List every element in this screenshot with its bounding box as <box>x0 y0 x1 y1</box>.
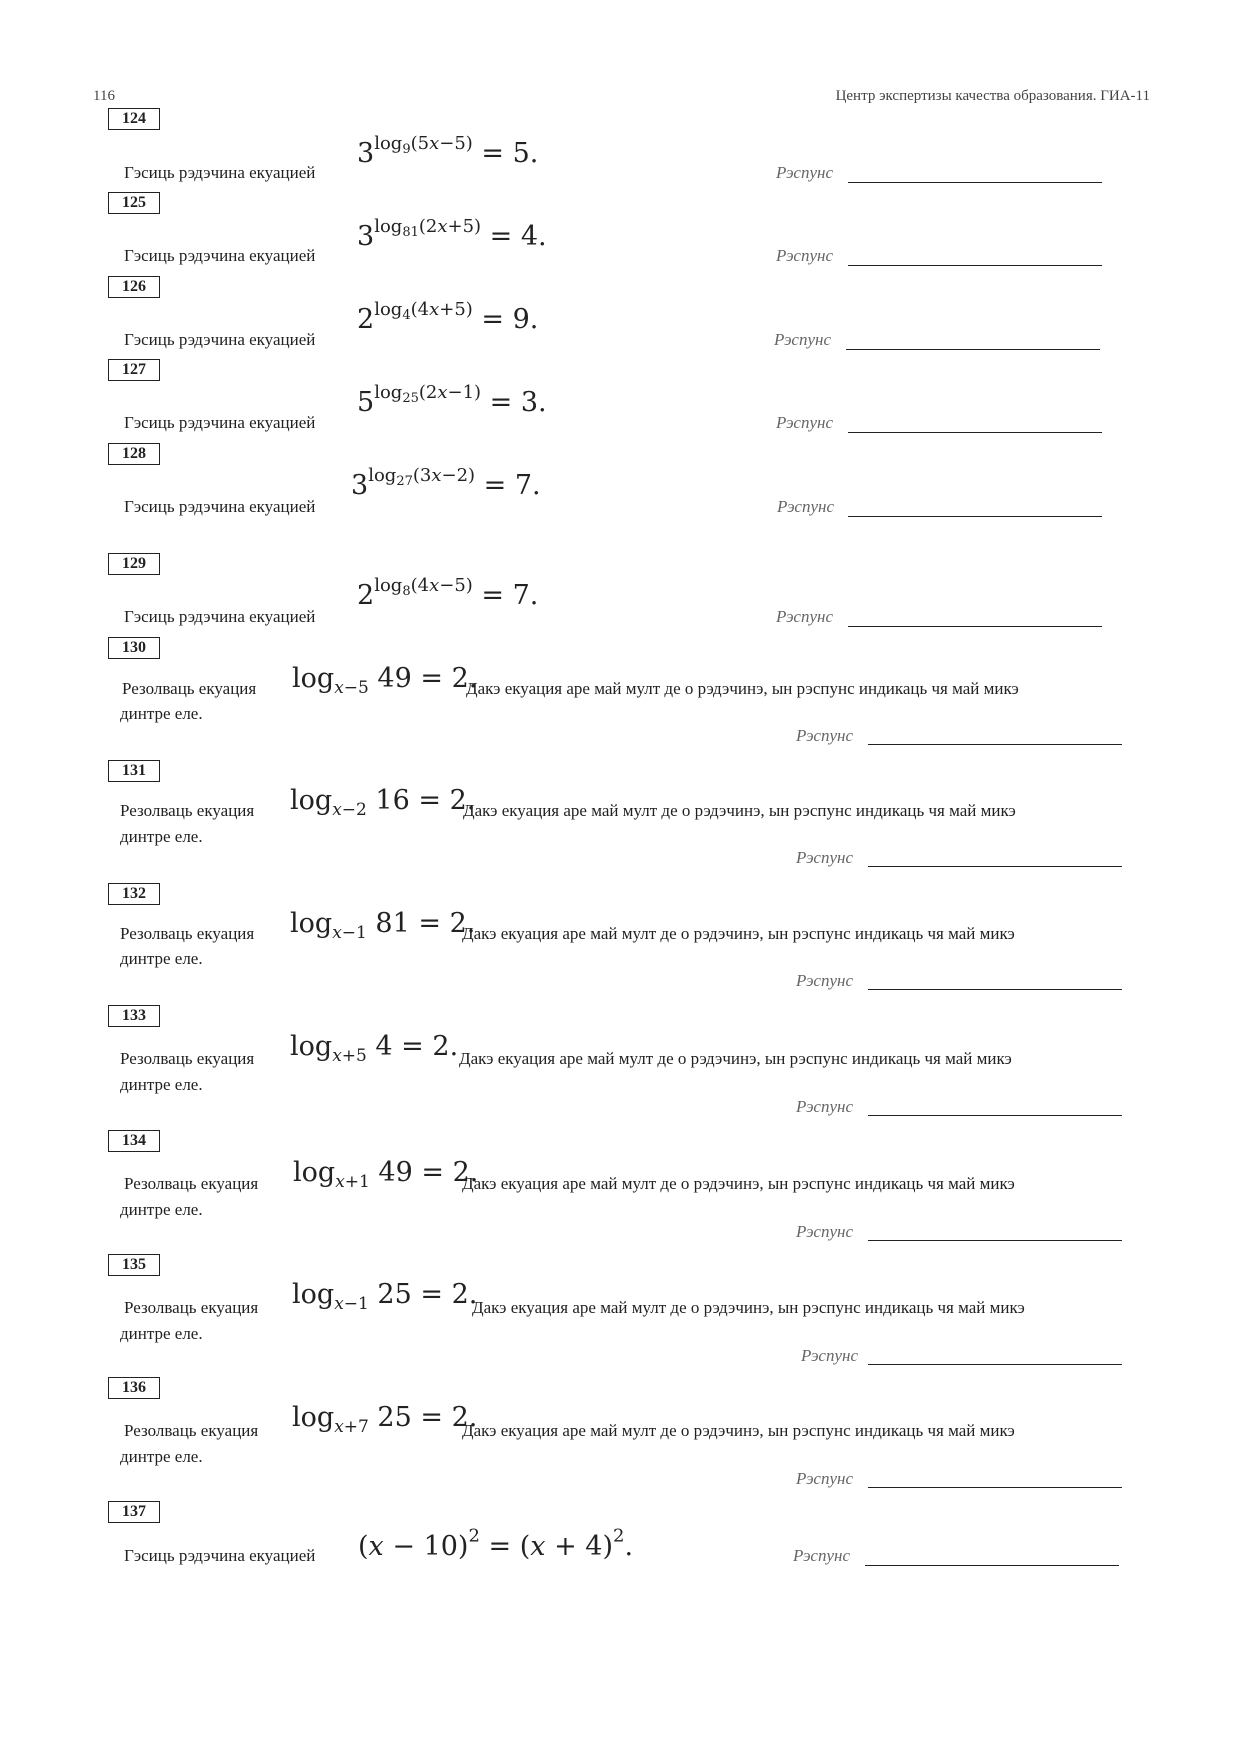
task-instruction-continued: динтре еле. <box>120 1324 203 1343</box>
equation: $\log_{x-2} 16 = 2$. <box>290 785 476 820</box>
task-prompt: Резолваць екуация <box>124 1174 259 1193</box>
task-prompt: Резолваць екуация <box>120 924 255 943</box>
answer-label: Рэспунс <box>796 726 853 745</box>
answer-field[interactable] <box>868 1240 1122 1241</box>
answer-field[interactable] <box>868 989 1122 990</box>
task-instruction: Дакэ екуация аре май мулт де о рэдэчинэ, ын рэспунс индикаць чя май микэ <box>462 924 1015 943</box>
answer-field[interactable] <box>865 1565 1119 1566</box>
task-instruction: Дакэ екуация аре май мулт де о рэдэчинэ, ын рэспунс индикаць чя май микэ <box>459 1049 1012 1068</box>
task-prompt: Гэсиць рэдэчина екуацией <box>124 413 316 432</box>
task-prompt: Резолваць екуация <box>124 1421 259 1440</box>
answer-field[interactable] <box>868 1364 1122 1365</box>
task-instruction: Дакэ екуация аре май мулт де о рэдэчинэ, ын рэспунс индикаць чя май микэ <box>463 801 1016 820</box>
equation: $2^{log_8(4x-5)} = 7$. <box>357 574 539 611</box>
task-prompt: Гэсиць рэдэчина екуацией <box>124 1546 316 1565</box>
equation: $\log_{x+5} 4 = 2$. <box>290 1031 459 1066</box>
task-prompt: Резолваць екуация <box>120 801 255 820</box>
task-instruction-continued: динтре еле. <box>120 1075 203 1094</box>
answer-label: Рэспунс <box>796 971 853 990</box>
equation: $3^{log_9(5x-5)} = 5$. <box>357 132 539 169</box>
task-number: 136 <box>108 1377 160 1399</box>
equation: $3^{log_{81}(2x+5)} = 4$. <box>357 215 547 252</box>
task-instruction: Дакэ екуация аре май мулт де о рэдэчинэ, ын рэспунс индикаць чя май микэ <box>462 1421 1015 1440</box>
task-number: 131 <box>108 760 160 782</box>
answer-label: Рэспунс <box>777 497 834 516</box>
answer-label: Рэспунс <box>793 1546 850 1565</box>
task-prompt: Гэсиць рэдэчина екуацией <box>124 607 316 626</box>
page-number: 116 <box>93 88 115 104</box>
equation: $\log_{x+7} 25 = 2$. <box>292 1402 478 1437</box>
answer-field[interactable] <box>848 626 1102 627</box>
equation: $\log_{x-1} 81 = 2$. <box>290 908 476 943</box>
equation: $3^{log_{27}(3x-2)} = 7$. <box>351 464 541 501</box>
task-prompt: Резолваць екуация <box>122 679 257 698</box>
answer-label: Рэспунс <box>796 1097 853 1116</box>
equation: $(x - 10)^2 = (x + 4)^2$. <box>358 1525 634 1562</box>
task-number: 129 <box>108 553 160 575</box>
task-instruction-continued: динтре еле. <box>120 704 203 723</box>
task-number: 125 <box>108 192 160 214</box>
task-number: 133 <box>108 1005 160 1027</box>
answer-field[interactable] <box>848 432 1102 433</box>
answer-label: Рэспунс <box>796 848 853 867</box>
task-number: 124 <box>108 108 160 130</box>
task-instruction-continued: динтре еле. <box>120 827 203 846</box>
task-number: 137 <box>108 1501 160 1523</box>
equation: $\log_{x+1} 49 = 2$. <box>293 1157 479 1192</box>
task-number: 132 <box>108 883 160 905</box>
task-number: 134 <box>108 1130 160 1152</box>
answer-label: Рэспунс <box>776 413 833 432</box>
task-instruction: Дакэ екуация аре май мулт де о рэдэчинэ, ын рэспунс индикаць чя май микэ <box>462 1174 1015 1193</box>
answer-field[interactable] <box>868 1115 1122 1116</box>
answer-field[interactable] <box>868 1487 1122 1488</box>
equation: $2^{log_4(4x+5)} = 9$. <box>357 298 539 335</box>
task-instruction-continued: динтре еле. <box>120 1200 203 1219</box>
task-instruction: Дакэ екуация аре май мулт де о рэдэчинэ, ын рэспунс индикаць чя май микэ <box>466 679 1019 698</box>
task-number: 130 <box>108 637 160 659</box>
task-number: 126 <box>108 276 160 298</box>
answer-field[interactable] <box>848 265 1102 266</box>
equation: $\log_{x-1} 25 = 2$. <box>292 1279 478 1314</box>
task-prompt: Резолваць екуация <box>124 1298 259 1317</box>
task-instruction: Дакэ екуация аре май мулт де о рэдэчинэ, ын рэспунс индикаць чя май микэ <box>472 1298 1025 1317</box>
task-number: 128 <box>108 443 160 465</box>
task-instruction-continued: динтре еле. <box>120 949 203 968</box>
answer-field[interactable] <box>848 516 1102 517</box>
answer-field[interactable] <box>868 744 1122 745</box>
answer-label: Рэспунс <box>801 1346 858 1365</box>
equation: $5^{log_{25}(2x-1)} = 3$. <box>357 381 547 418</box>
answer-label: Рэспунс <box>776 163 833 182</box>
task-prompt: Гэсиць рэдэчина екуацией <box>124 163 316 182</box>
answer-label: Рэспунс <box>796 1469 853 1488</box>
answer-field[interactable] <box>846 349 1100 350</box>
answer-label: Рэспунс <box>796 1222 853 1241</box>
task-prompt: Гэсиць рэдэчина екуацией <box>124 497 316 516</box>
task-number: 135 <box>108 1254 160 1276</box>
task-prompt: Гэсиць рэдэчина екуацией <box>124 246 316 265</box>
equation: $\log_{x-5} 49 = 2$. <box>292 663 478 698</box>
answer-field[interactable] <box>868 866 1122 867</box>
answer-label: Рэспунс <box>774 330 831 349</box>
task-prompt: Гэсиць рэдэчина екуацией <box>124 330 316 349</box>
answer-field[interactable] <box>848 182 1102 183</box>
task-number: 127 <box>108 359 160 381</box>
page-header-title: Центр экспертизы качества образования. ГИА-11 <box>835 88 1150 104</box>
answer-label: Рэспунс <box>776 246 833 265</box>
task-instruction-continued: динтре еле. <box>120 1447 203 1466</box>
task-prompt: Резолваць екуация <box>120 1049 255 1068</box>
answer-label: Рэспунс <box>776 607 833 626</box>
